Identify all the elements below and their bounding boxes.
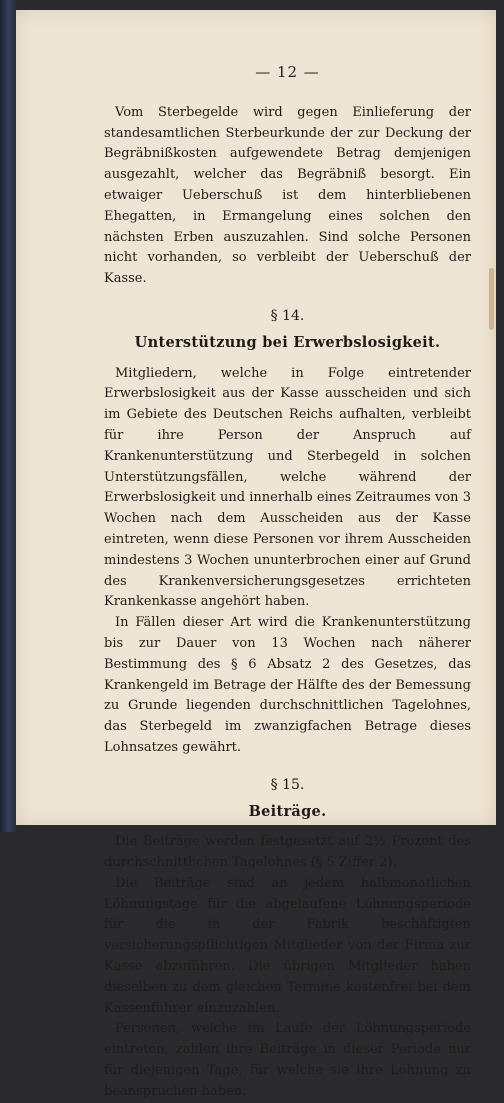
section-15-number: § 15. [270, 776, 305, 793]
section-14-heading: Unterstützung bei Erwerbslosigkeit. [134, 333, 441, 351]
page-text-block [104, 62, 471, 1103]
book-spine-edge [0, 0, 16, 832]
section-14-paragraph: Mitgliedern, welche in Folge eintretender Erwerbslosigkeit aus der Kasse ausscheiden und sich im Gebiete des Deutschen Reichs aufhalten, verbleibt für ihre Person der Anspruch auf Krankenunterstützung und Sterbegeld in solchen Unterstützungsfällen, welche während der Erwerbslosigkeit und innerhalb eines Zeitraumes von 3 Wochen nach dem Ausscheiden aus der Kasse eintreten, wenn diese Personen vor ihrem Ausscheiden mindestens 3 Wochen ununterbrochen einer auf Grund des Krankenversicherungsgesetzes errichteten Krankenkasse angehört haben. [104, 365, 471, 610]
section-14-paragraph: In Fällen dieser Art wird die Krankenunterstützung bis zur Dauer von 13 Wochen nach näherer Bestimmung des § 6 Absatz 2 des Gesetzes, das Krankengeld im Betrage der Hälfte des der Bemessung zu Grunde liegenden durchschnittlichen Tagelohnes, das Sterbegeld im zwanzigfachen Betrage dieses Lohnsatzes gewährt. [104, 615, 471, 755]
intro-paragraph: Vom Sterbegelde wird gegen Einlieferung der standesamtlichen Sterbeurkunde der zur Deckung der Begräbnißkosten aufgewendete Betrag demjenigen ausgezahlt, welcher das Begräbniß besorgt. Ein etwaiger Ueberschuß ist dem hinterbliebenen Ehegatten, in Ermangelung eines solchen den nächsten Erben auszuzahlen. Sind solche Personen nicht vorhanden, so verbleibt der Ueberschuß der Kasse. [104, 104, 471, 287]
section-14-number: § 14. [270, 307, 305, 324]
book-page [16, 10, 496, 1099]
paper-stain [489, 268, 494, 330]
section-15-paragraph: Die Beiträge werden festgesetzt auf 2½ Prozent des durchschnittlichen Tagelohnes (§ 5 Ziffer 2). [104, 834, 471, 871]
page-number: — 12 — [255, 63, 320, 81]
section-15-paragraph: Die Beiträge sind an jedem halbmonatlichen Löhnungstage für die abgelaufene Löhnungsperiode für die in der Fabrik beschäftigten versicherungspflichtigen Mitglieder von der Firma zur Kasse abzuführen. Die übrigen Mitglieder haben dieselben zu dem gleichen Termine kostenfrei bei dem Kassenführer einzuzahlen. [104, 875, 471, 1016]
section-15-heading: Beiträge. [248, 802, 327, 820]
section-15-paragraph: Personen, welche im Laufe der Löhnungsperiode eintreten, zahlen ihre Beiträge in dieser Periode nur für diejenigen Tage, für welche sie ihre Löhnung zu beanspruchen haben. [104, 1021, 471, 1099]
